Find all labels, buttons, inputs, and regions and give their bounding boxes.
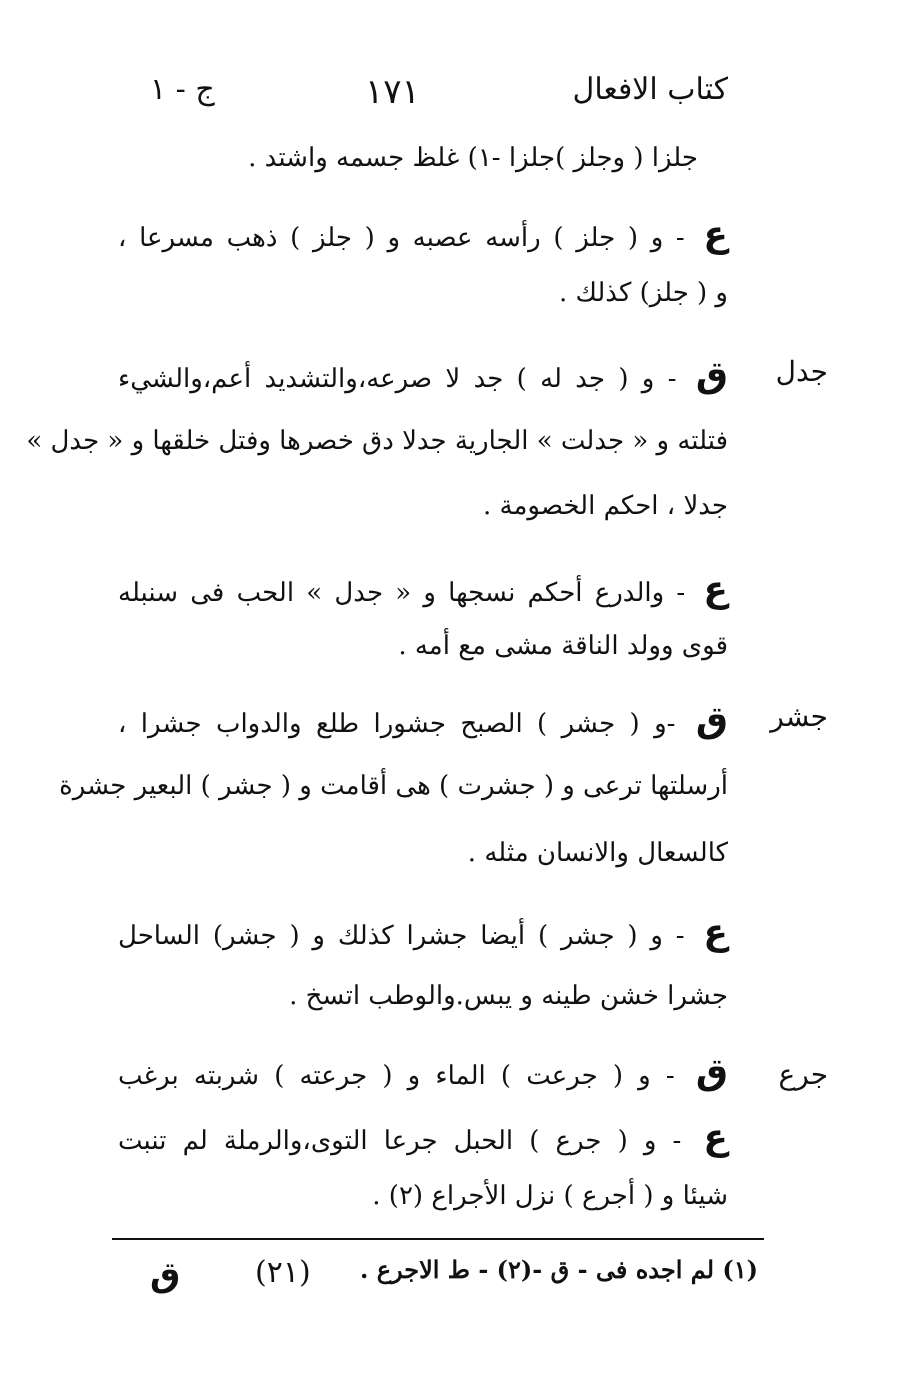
text-line [118,353,728,400]
text-line [26,425,728,459]
line-text: جدلا ، احكم الخصومة . [483,491,728,521]
line-text: - و ( جرع ) الحبل جرعا التوى،والرملة لم تنبت [118,1126,682,1156]
line-text: -و ( جشر ) الصبح جشورا طلع والدواب جشرا ، [118,709,676,739]
footnote-divider [112,1238,764,1240]
entry-letter: ع [703,1117,728,1158]
text-line [118,490,728,524]
text-line [118,212,728,259]
line-text: جلزا ( وجلز )جلزا -١) غلظ جسمه واشتد . [248,143,698,173]
text-line [118,1180,728,1214]
line-text: أرسلتها ترعى و ( جشرت ) هى أقامت و ( جشر ) البعير جشرة [59,771,728,801]
entry-letter: ع [703,569,728,610]
signature-mark: (٢١) [255,1255,311,1290]
line-text: - و ( جلز ) رأسه عصبه و ( جلز ) ذهب مسرعا ، [118,223,685,253]
text-line [59,770,728,804]
entry-letter: ق [695,700,728,741]
footnote: (١) لم اجده فى - ق -(٢) - ط الاجرع . [359,1255,758,1284]
line-text: شيئا و ( أجرع ) نزل الأجراع (٢) . [372,1181,728,1211]
margin-entry-jashar: جشر [770,700,828,733]
line-text: و ( جلز) كذلك . [558,278,728,308]
text-line [118,142,728,176]
entry-letter: ع [703,912,728,953]
line-text: كالسعال والانسان مثله . [467,838,728,868]
text-line [118,1115,728,1162]
text-line [118,910,728,957]
margin-entry-jara: جرع [778,1058,828,1091]
text-line [118,698,728,745]
line-text: جشرا خشن طينه و يبس.والوطب اتسخ . [289,981,728,1011]
line-text: - والدرع أحكم نسجها و « جدل » الحب فى سنبله [118,578,686,608]
footer-letter: ق [150,1255,181,1295]
volume-label: ج - ١ [150,72,215,107]
line-text: - و ( جد له ) جد لا صرعه،والتشديد أعم،والشيء [118,364,677,394]
entry-letter: ق [695,1052,729,1093]
page-number: ١٧١ [365,72,420,112]
margin-entry-jadal: جدل [775,355,828,388]
line-text: - و ( جرعت ) الماء و ( جرعته ) شربته برغب [118,1061,675,1091]
book-title: كتاب الافعال [572,72,728,107]
text-line [118,277,728,311]
text-line [118,837,728,871]
text-line [118,980,728,1014]
entry-letter: ق [695,355,729,396]
line-text: - و ( جشر ) أيضا جشرا كذلك و ( جشر) الساحل [118,921,685,951]
text-line [118,630,728,664]
line-text: قوى وولد الناقة مشى مع أمه . [398,631,728,661]
text-line [118,567,728,614]
entry-letter: ع [703,214,729,255]
line-text: فتلته و « جدلت » الجارية جدلا دق خصرها وفتل خلقها و « جدل » [26,426,728,456]
text-line [118,1050,728,1097]
